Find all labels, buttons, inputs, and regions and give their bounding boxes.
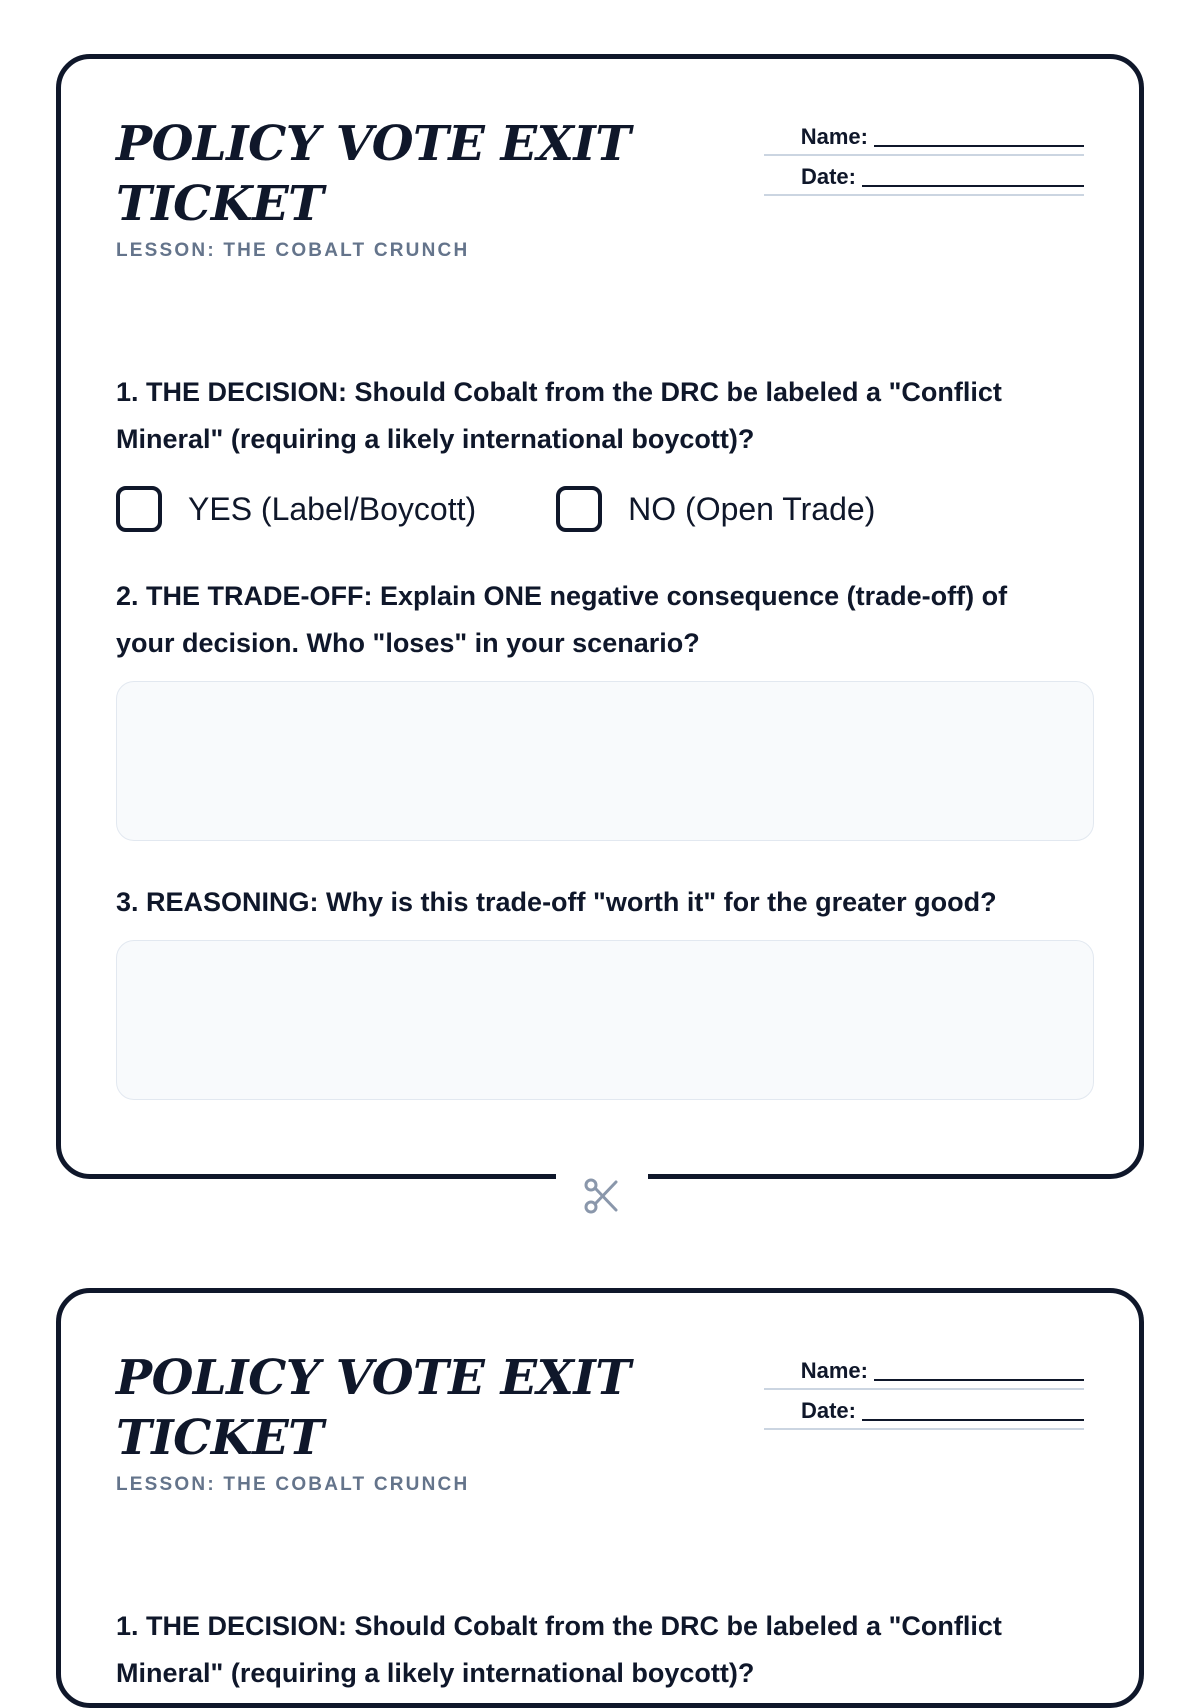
vote-options — [116, 481, 1084, 537]
lesson-subtitle: LESSON: THE COBALT CRUNCH — [116, 240, 470, 261]
ticket-title: POLICY VOTE EXIT TICKET — [116, 116, 631, 232]
date-label: Date: — [800, 1398, 856, 1423]
trade-off-answer-box[interactable] — [116, 681, 1094, 841]
name-field[interactable] — [764, 1350, 1084, 1390]
date-blank[interactable] — [862, 165, 1084, 187]
question-decision: 1. THE DECISION: Should Cobalt from the DRC be labeled a "Conflict Mineral" (requiring a likely international boycott)? — [116, 377, 1002, 454]
yes-checkbox[interactable] — [116, 486, 162, 532]
name-date-fields — [764, 1350, 1084, 1430]
date-field[interactable] — [764, 1390, 1084, 1430]
yes-label: YES (Label/Boycott) — [188, 490, 477, 527]
ticket-title: POLICY VOTE EXIT TICKET — [116, 1350, 631, 1466]
question-trade-off: 2. THE TRADE-OFF: Explain ONE negative consequence (trade-off) of your decision. Who "loses" in your scenario? — [116, 581, 1008, 658]
date-field[interactable] — [764, 156, 1084, 196]
exit-ticket-card — [56, 1288, 1144, 1708]
ticket-header — [116, 1348, 1084, 1553]
name-blank[interactable] — [874, 125, 1084, 147]
reasoning-answer-box[interactable] — [116, 940, 1094, 1100]
lesson-subtitle: LESSON: THE COBALT CRUNCH — [116, 1474, 470, 1495]
date-blank[interactable] — [862, 1399, 1084, 1421]
question-reasoning: 3. REASONING: Why is this trade-off "worth it" for the greater good? — [116, 887, 997, 917]
no-checkbox[interactable] — [556, 486, 602, 532]
name-field[interactable] — [764, 116, 1084, 156]
name-label: Name: — [800, 1358, 868, 1383]
option-yes[interactable] — [116, 486, 476, 532]
name-date-fields — [764, 116, 1084, 196]
date-label: Date: — [800, 164, 856, 189]
option-no[interactable] — [556, 486, 875, 532]
scissors-icon — [582, 1176, 622, 1216]
exit-ticket-card — [56, 54, 1144, 1179]
question-decision: 1. THE DECISION: Should Cobalt from the DRC be labeled a "Conflict Mineral" (requiring a likely international boycott)? — [116, 1611, 1002, 1688]
name-blank[interactable] — [874, 1359, 1084, 1381]
no-label: NO (Open Trade) — [628, 490, 876, 527]
ticket-header — [116, 114, 1084, 319]
name-label: Name: — [800, 124, 868, 149]
